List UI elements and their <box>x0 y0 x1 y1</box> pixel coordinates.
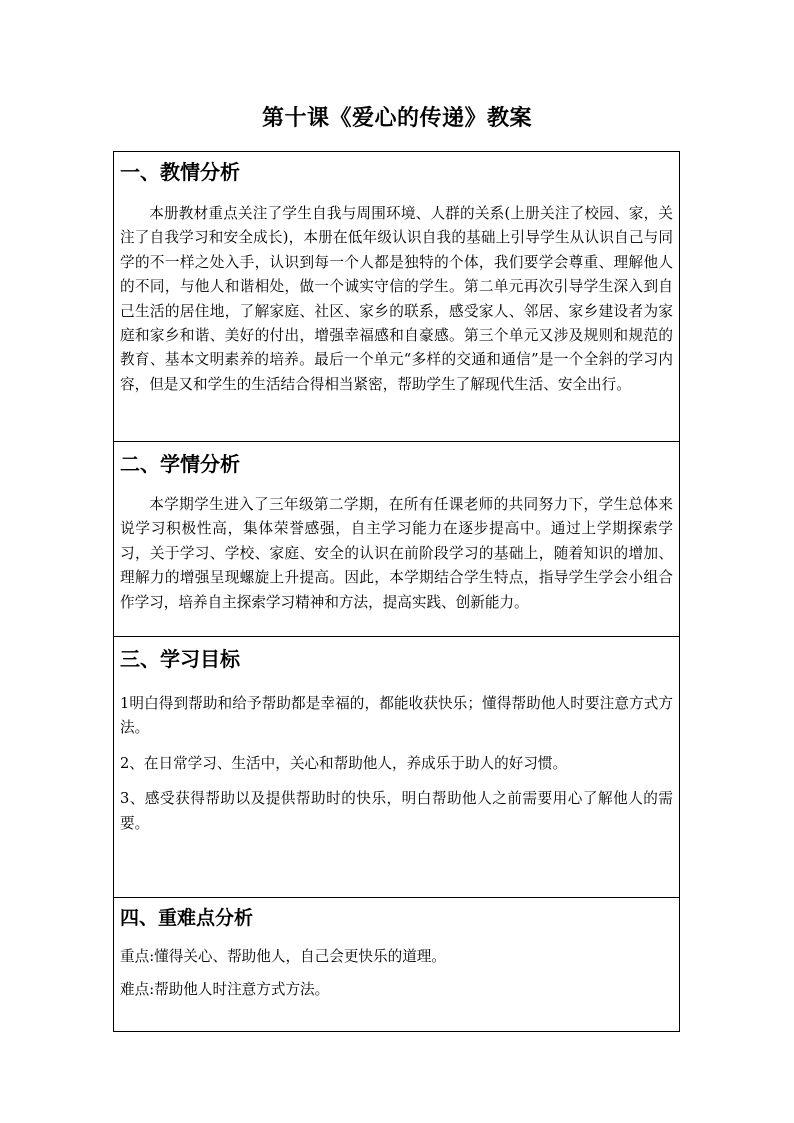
document-title: 第十课《爱心的传递》教案 <box>261 105 532 131</box>
section-heading: 四、重难点分析 <box>120 907 254 929</box>
section-key-points <box>114 903 679 1031</box>
section-paragraph: 本册教材重点关注了学生自我与周围环境、人群的关系(上册关注了校园、家，关注了自我学习和安全成长)，本册在低年级认识自我的基础上引导学生从认识自己与同学的不一样之处入手，认识到每一个人都是独特的个体，我们要学会尊重、理解他人的不同，与他人和谐相处，做一个诚实守信的学生。第二单元再次引导学生深入到自己生活的居住地，了解家庭、社区、家乡的联系，感受家人、邻居、家乡建设者为家庭和家乡和谐、美好的付出，增强幸福感和自豪感。第三个单元又涉及规则和规范的教育、基本文明素养的培养。最后一个单元“多样的交通和通信”是一个全斜的学习内容，但是又和学生的生活结合得相当紧密，帮助学生了解现代生活、安全出行。 <box>120 205 673 393</box>
section-heading: 一、教情分析 <box>120 160 240 184</box>
objective-item: 1明白得到帮助和给予帮助都是幸福的，都能收获快乐；懂得帮助他人时要注意方式方法。 <box>120 695 673 737</box>
lesson-plan-table <box>113 151 680 1032</box>
section-student-analysis <box>114 449 679 637</box>
key-point-item: 重点:懂得关心、帮助他人，自己会更快乐的道理。 <box>120 948 446 965</box>
difficult-point-item: 难点:帮助他人时注意方式方法。 <box>120 981 330 999</box>
section-heading: 二、学情分析 <box>120 452 240 476</box>
section-heading: 三、学习目标 <box>120 647 240 671</box>
section-paragraph: 本学期学生进入了三年级第二学期，在所有任课老师的共同努力下，学生总体来说学习积极性高，集体荣誉感强，自主学习能力在逐步提高中。通过上学期探索学习，关于学习、学校、家庭、安全的认识在前阶段学习的基础上，随着知识的增加、理解力的增强呈现螺旋上升提高。因此，本学期结合学生特点，指导学生学会小组合作学习，培养自主探索学习精神和方法，提高实践、创新能力。 <box>120 496 673 611</box>
section-learning-objectives <box>114 644 679 898</box>
section-teaching-analysis <box>114 157 679 442</box>
objective-item: 3、感受获得帮助以及提供帮助时的快乐，明白帮助他人之前需要用心了解他人的需要。 <box>120 790 673 832</box>
objective-item: 2、在日常学习、生活中，关心和帮助他人，养成乐于助人的好习惯。 <box>120 754 568 772</box>
